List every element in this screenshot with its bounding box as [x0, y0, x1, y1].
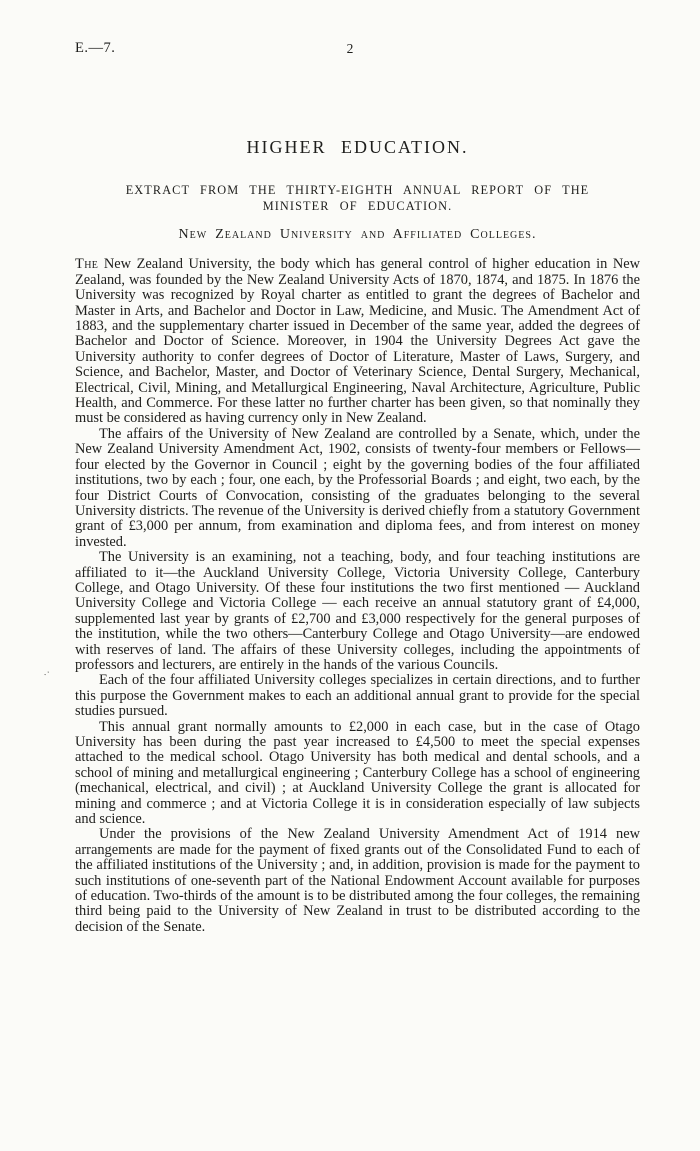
- margin-ink-mark: ··: [40, 666, 54, 680]
- section-heading: New Zealand University and Affiliated Colleges.: [178, 227, 537, 243]
- paragraph-6: Under the provisions of the New Zealand University Amendment Act of 1914 new arrangements are made for the payment of fixed grants out of the Consolidated Fund to each of the affiliated institutions of the University ; and, in addition, provision is made for the payment to such institutions of one-seventh part of the National Endowment Account available for purposes of education. Two-thirds of the amount is to be distributed among the four colleges, the remaining third being paid to the University of New Zealand in trust to be distributed according to the decision of the Senate.: [75, 826, 640, 935]
- document-content: [75, 0, 640, 935]
- paragraph-4: Each of the four affiliated University colleges specializes in certain directions, and to further this purpose the Government makes to each an additional annual grant to provide for the special studies pursued.: [75, 672, 640, 720]
- paragraph-2: The affairs of the University of New Zealand are controlled by a Senate, which, under the New Zealand University Amendment Act, 1902, consists of twenty-four members or Fellows—four elected by the Governor in Council ; eight by the governing bodies of the four affiliated institutions, two by each ; four, one each, by the Professorial Boards ; and eight, two each, by the four District Courts of Convocation, consisting of the graduates belonging to the several University districts. The revenue of the University is derived chiefly from a statutory Government grant of £3,000 per annum, from examination and diploma fees, and from interest on money invested.: [75, 425, 640, 550]
- document-reference: E.—7.: [75, 40, 116, 56]
- paragraph-5: This annual grant normally amounts to £2,000 in each case, but in the case of Otago University has been during the past year increased to £4,500 to meet the special expenses attached to the medical school. Otago University has both medical and dental schools, and a school of mining and metallurgical engineering ; Canterbury College has a school of engineering (mechanical, electrical, and civil) ; at Auckland University College the grant is allocated for mining and commerce ; and at Victoria College it is in consideration especially of law subjects and science.: [75, 718, 640, 828]
- body-text: [75, 257, 640, 935]
- paragraph-3: The University is an examining, not a teaching, body, and four teaching institutions are affiliated to it—the Auckland University College, Victoria University College, Canterbury College, and Otago University. Of these four institutions the two first mentioned — Auckland University College and Victoria College — each receive an annual statutory grant of £4,000, supplemented last year by grants of £2,700 and £3,000 respectively for the general purposes of the institution, while the two others—Canterbury College and Otago University—are endowed with reserves of land. The affairs of these University colleges, including the appointments of professors and lecturers, are entirely in the hands of the various Councils.: [75, 549, 640, 673]
- paragraph-1-lead-word: The: [75, 256, 99, 273]
- report-subtitle: [75, 182, 640, 214]
- subtitle-line-1: EXTRACT FROM THE THIRTY-EIGHTH ANNUAL REPORT OF THE: [125, 183, 590, 197]
- document-title: HIGHER EDUCATION.: [246, 137, 469, 157]
- paragraph-1: [75, 257, 640, 426]
- paragraph-1-text: New Zealand University, the body which has general control of higher education in New Zealand, was founded by the New Zealand University Acts of 1870, 1874, and 1875. In 1876 the University was recognized by Royal charter as entitled to grant the degrees of Bachelor and Master in Arts, and Bachelor and Doctor in Law, Medicine, and Music. The Amendment Act of 1883, and the supplementary charter issued in December of the same year, added the degrees of Bachelor and Doctor of Science. Moreover, in 1904 the University Degrees Act gave the University authority to confer degrees of Doctor of Literature, Master of Laws, Surgery, and Science, and Bachelor, Master, and Doctor of Veterinary Science, Dental Surgery, Mechanical, Electrical, Civil, Mining, and Metallurgical Engineering, Naval Architecture, Agriculture, Public Health, and Commerce. For these latter no further charter has been given, so that nominally they must be considered as having currency only in New Zealand.: [75, 256, 640, 427]
- subtitle-line-2: MINISTER OF EDUCATION.: [262, 199, 453, 214]
- page-number: 2: [346, 41, 354, 56]
